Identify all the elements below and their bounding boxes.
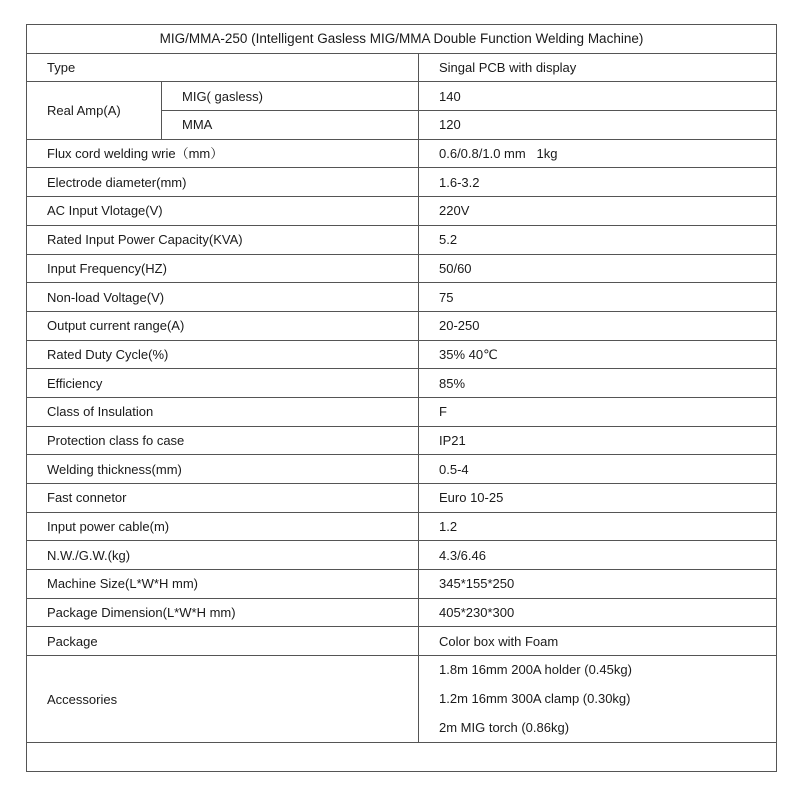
row-value: 345*155*250	[419, 570, 777, 599]
row-label: Machine Size(L*W*H mm)	[27, 570, 419, 599]
table-row	[27, 598, 777, 627]
table-row	[27, 139, 777, 168]
row-label: Package Dimension(L*W*H mm)	[27, 598, 419, 627]
table-row	[27, 426, 777, 455]
spec-table	[26, 24, 777, 772]
accessories-row	[27, 656, 777, 743]
row-value: 85%	[419, 369, 777, 398]
real-amp-label: Real Amp(A)	[27, 82, 162, 139]
table-row	[27, 225, 777, 254]
table-title: MIG/MMA-250 (Intelligent Gasless MIG/MMA Double Function Welding Machine)	[27, 25, 777, 54]
row-label: N.W./G.W.(kg)	[27, 541, 419, 570]
row-value: 5.2	[419, 225, 777, 254]
row-value: 75	[419, 283, 777, 312]
table-row	[27, 82, 777, 111]
blank-cell	[27, 743, 777, 772]
blank-row	[27, 743, 777, 772]
row-value: 4.3/6.46	[419, 541, 777, 570]
accessory-item: 2m MIG torch (0.86kg)	[439, 719, 570, 735]
row-label: Class of Insulation	[27, 397, 419, 426]
accessories-list	[419, 656, 777, 743]
row-value: 1.6-3.2	[419, 168, 777, 197]
table-row	[27, 53, 777, 82]
row-value: 0.6/0.8/1.0 mm 1kg	[419, 139, 777, 168]
table-row	[27, 283, 777, 312]
row-value: Euro 10-25	[419, 484, 777, 513]
table-row	[27, 484, 777, 513]
accessories-label: Accessories	[27, 656, 419, 743]
row-label: Input power cable(m)	[27, 512, 419, 541]
row-label: AC Input Vlotage(V)	[27, 197, 419, 226]
row-label: Rated Duty Cycle(%)	[27, 340, 419, 369]
row-value: 35% 40℃	[419, 340, 777, 369]
table-row	[27, 168, 777, 197]
row-label: Package	[27, 627, 419, 656]
accessory-item: 1.2m 16mm 300A clamp (0.30kg)	[439, 690, 631, 706]
row-value: Singal PCB with display	[419, 53, 777, 82]
table-row	[27, 397, 777, 426]
row-sublabel: MIG( gasless)	[162, 82, 419, 111]
accessory-item: 1.8m 16mm 200A holder (0.45kg)	[439, 662, 632, 678]
row-value: 140	[419, 82, 777, 111]
row-value: IP21	[419, 426, 777, 455]
row-sublabel: MMA	[162, 111, 419, 140]
table-row	[27, 627, 777, 656]
row-label: Electrode diameter(mm)	[27, 168, 419, 197]
table-row	[27, 254, 777, 283]
row-value: 1.2	[419, 512, 777, 541]
row-label: Input Frequency(HZ)	[27, 254, 419, 283]
table-row	[27, 455, 777, 484]
title-row	[27, 25, 777, 54]
row-label: Fast connetor	[27, 484, 419, 513]
row-value: 50/60	[419, 254, 777, 283]
row-label: Output current range(A)	[27, 311, 419, 340]
table-row	[27, 340, 777, 369]
table-row	[27, 512, 777, 541]
row-value: 220V	[419, 197, 777, 226]
row-label: Rated Input Power Capacity(KVA)	[27, 225, 419, 254]
table-row	[27, 369, 777, 398]
table-row	[27, 570, 777, 599]
row-value: Color box with Foam	[419, 627, 777, 656]
table-row	[27, 541, 777, 570]
row-label: Flux cord welding wrie（mm）	[27, 139, 419, 168]
row-label: Efficiency	[27, 369, 419, 398]
row-label: Protection class fo case	[27, 426, 419, 455]
table-row	[27, 311, 777, 340]
row-value: F	[419, 397, 777, 426]
row-value: 0.5-4	[419, 455, 777, 484]
row-value: 20-250	[419, 311, 777, 340]
row-value: 405*230*300	[419, 598, 777, 627]
row-label: Welding thickness(mm)	[27, 455, 419, 484]
row-label: Non-load Voltage(V)	[27, 283, 419, 312]
row-value: 120	[419, 111, 777, 140]
table-row	[27, 197, 777, 226]
row-label: Type	[27, 53, 419, 82]
